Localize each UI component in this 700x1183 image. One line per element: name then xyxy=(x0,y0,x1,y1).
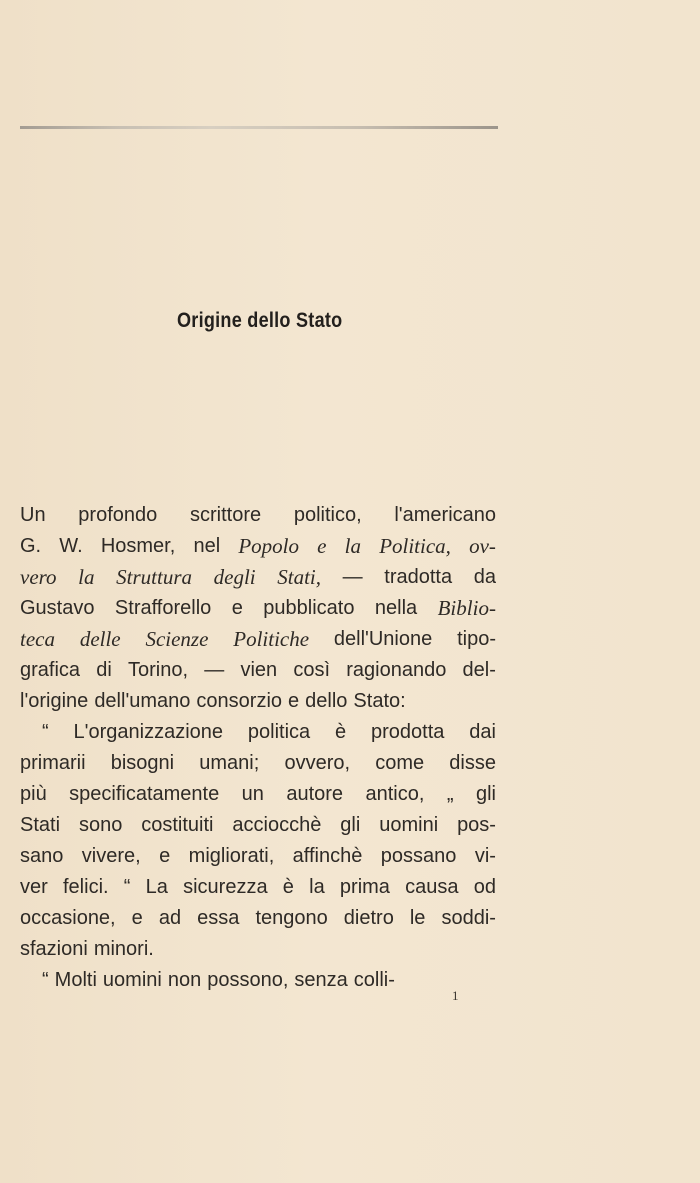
text-line xyxy=(20,624,496,655)
word: vi- xyxy=(474,845,496,867)
word: pos- xyxy=(457,814,496,836)
word: umani; xyxy=(199,752,260,774)
word: primarii xyxy=(20,752,86,774)
word: l'origine xyxy=(20,690,89,712)
word: e xyxy=(231,597,243,619)
italic-word: la xyxy=(78,565,95,589)
italic-word: delle xyxy=(79,627,121,651)
italic-word: Politiche xyxy=(233,627,310,651)
word: od xyxy=(473,876,496,898)
word: politica xyxy=(247,721,311,743)
word: essa xyxy=(197,907,240,929)
word: dietro xyxy=(343,907,394,929)
word: consorzio xyxy=(196,690,283,712)
word: prima xyxy=(339,876,390,898)
word: ovvero, xyxy=(284,752,351,774)
word: un xyxy=(241,783,264,805)
word: uomini xyxy=(102,969,162,991)
italic-word: ov- xyxy=(469,534,496,558)
italic-word: Scienze xyxy=(145,627,209,651)
word: possano xyxy=(380,845,457,867)
word: ragionando xyxy=(346,659,447,681)
word: Torino, xyxy=(128,659,189,681)
word: causa xyxy=(405,876,459,898)
word: le xyxy=(409,907,426,929)
text-line xyxy=(20,562,496,593)
text-line xyxy=(20,965,496,996)
word: nella xyxy=(374,597,418,619)
word: uomini xyxy=(379,814,439,836)
word: soddi- xyxy=(441,907,496,929)
italic-word: la xyxy=(344,534,362,558)
italic-word: Struttura xyxy=(116,565,192,589)
word: sono xyxy=(78,814,123,836)
text-line xyxy=(20,531,496,562)
word: L'organizzazione xyxy=(73,721,224,743)
text-line xyxy=(20,841,496,872)
text-line xyxy=(20,934,496,965)
body-text xyxy=(20,500,496,996)
word: sano xyxy=(20,845,64,867)
italic-word: e xyxy=(317,534,327,558)
word: migliorati, xyxy=(188,845,275,867)
word: scrittore xyxy=(189,504,262,526)
word: bisogni xyxy=(110,752,175,774)
word: disse xyxy=(449,752,496,774)
word: non xyxy=(167,969,202,991)
word: antico, xyxy=(365,783,425,805)
word: è xyxy=(282,876,294,898)
word: Un xyxy=(20,504,46,526)
word: Hosmer, xyxy=(100,535,176,557)
word: affinchè xyxy=(292,845,363,867)
italic-word: vero xyxy=(20,565,57,589)
word: prodotta xyxy=(370,721,445,743)
text-line xyxy=(20,779,496,810)
italic-word: teca xyxy=(20,627,55,651)
page-number: 1 xyxy=(452,988,459,1003)
word: l'americano xyxy=(394,504,496,526)
word: e xyxy=(159,845,171,867)
word: Strafforello xyxy=(114,597,212,619)
word: dai xyxy=(469,721,496,743)
word: “ xyxy=(42,969,49,991)
word: dell'Unione xyxy=(333,628,433,650)
word: costituiti xyxy=(141,814,214,836)
italic-word: Stati, xyxy=(277,565,322,589)
text-line xyxy=(20,717,496,748)
italic-word: degli xyxy=(213,565,256,589)
word: colli- xyxy=(353,969,395,991)
text-line xyxy=(20,748,496,779)
word: profondo xyxy=(78,504,158,526)
word: come xyxy=(375,752,425,774)
word: grafica xyxy=(20,659,81,681)
word: la xyxy=(309,876,325,898)
word: „ xyxy=(446,783,454,805)
word: Stati xyxy=(20,814,61,836)
word: vien xyxy=(240,659,278,681)
text-line xyxy=(20,593,496,624)
word: Stato: xyxy=(353,690,406,712)
word: possono, xyxy=(207,969,289,991)
word: — xyxy=(342,566,363,588)
word: Gustavo xyxy=(20,597,95,619)
word: sicurezza xyxy=(183,876,268,898)
text-line xyxy=(20,686,496,717)
word: occasione, xyxy=(20,907,116,929)
word: gli xyxy=(340,814,361,836)
word: più xyxy=(20,783,47,805)
word: — xyxy=(204,659,225,681)
word: gli xyxy=(475,783,496,805)
word: senza xyxy=(294,969,348,991)
word: W. xyxy=(59,535,83,557)
word: specificatamente xyxy=(69,783,220,805)
word: dell'umano xyxy=(94,690,191,712)
word: sfazioni xyxy=(20,938,88,960)
italic-word: Popolo xyxy=(238,534,299,558)
word: è xyxy=(335,721,347,743)
word: ver xyxy=(20,876,48,898)
text-line xyxy=(20,500,496,531)
word: felici. xyxy=(63,876,109,898)
word: vivere, xyxy=(81,845,141,867)
word: “ xyxy=(42,721,49,743)
text-line xyxy=(20,810,496,841)
word: da xyxy=(473,566,496,588)
text-line xyxy=(20,872,496,903)
word: politico, xyxy=(293,504,362,526)
word: “ xyxy=(123,876,131,898)
word: pubblicato xyxy=(263,597,355,619)
word: e xyxy=(288,690,300,712)
word: e xyxy=(131,907,143,929)
word: minori. xyxy=(93,938,154,960)
italic-word: Biblio- xyxy=(437,596,496,620)
word: del- xyxy=(462,659,496,681)
word: tengono xyxy=(255,907,328,929)
word: La xyxy=(145,876,168,898)
word: ad xyxy=(158,907,182,929)
word: tipo- xyxy=(457,628,496,650)
word: G. xyxy=(20,535,42,557)
word: Molti xyxy=(54,969,97,991)
word: di xyxy=(96,659,112,681)
word: nel xyxy=(193,535,221,557)
chapter-title: Origine dello Stato xyxy=(176,309,343,332)
word: autore xyxy=(286,783,344,805)
text-line xyxy=(20,903,496,934)
italic-word: Politica, xyxy=(379,534,451,558)
word: tradotta xyxy=(384,566,453,588)
top-rule xyxy=(20,126,498,129)
text-line xyxy=(20,655,496,686)
word: acciocchè xyxy=(232,814,322,836)
word: dello xyxy=(305,690,348,712)
word: così xyxy=(293,659,331,681)
